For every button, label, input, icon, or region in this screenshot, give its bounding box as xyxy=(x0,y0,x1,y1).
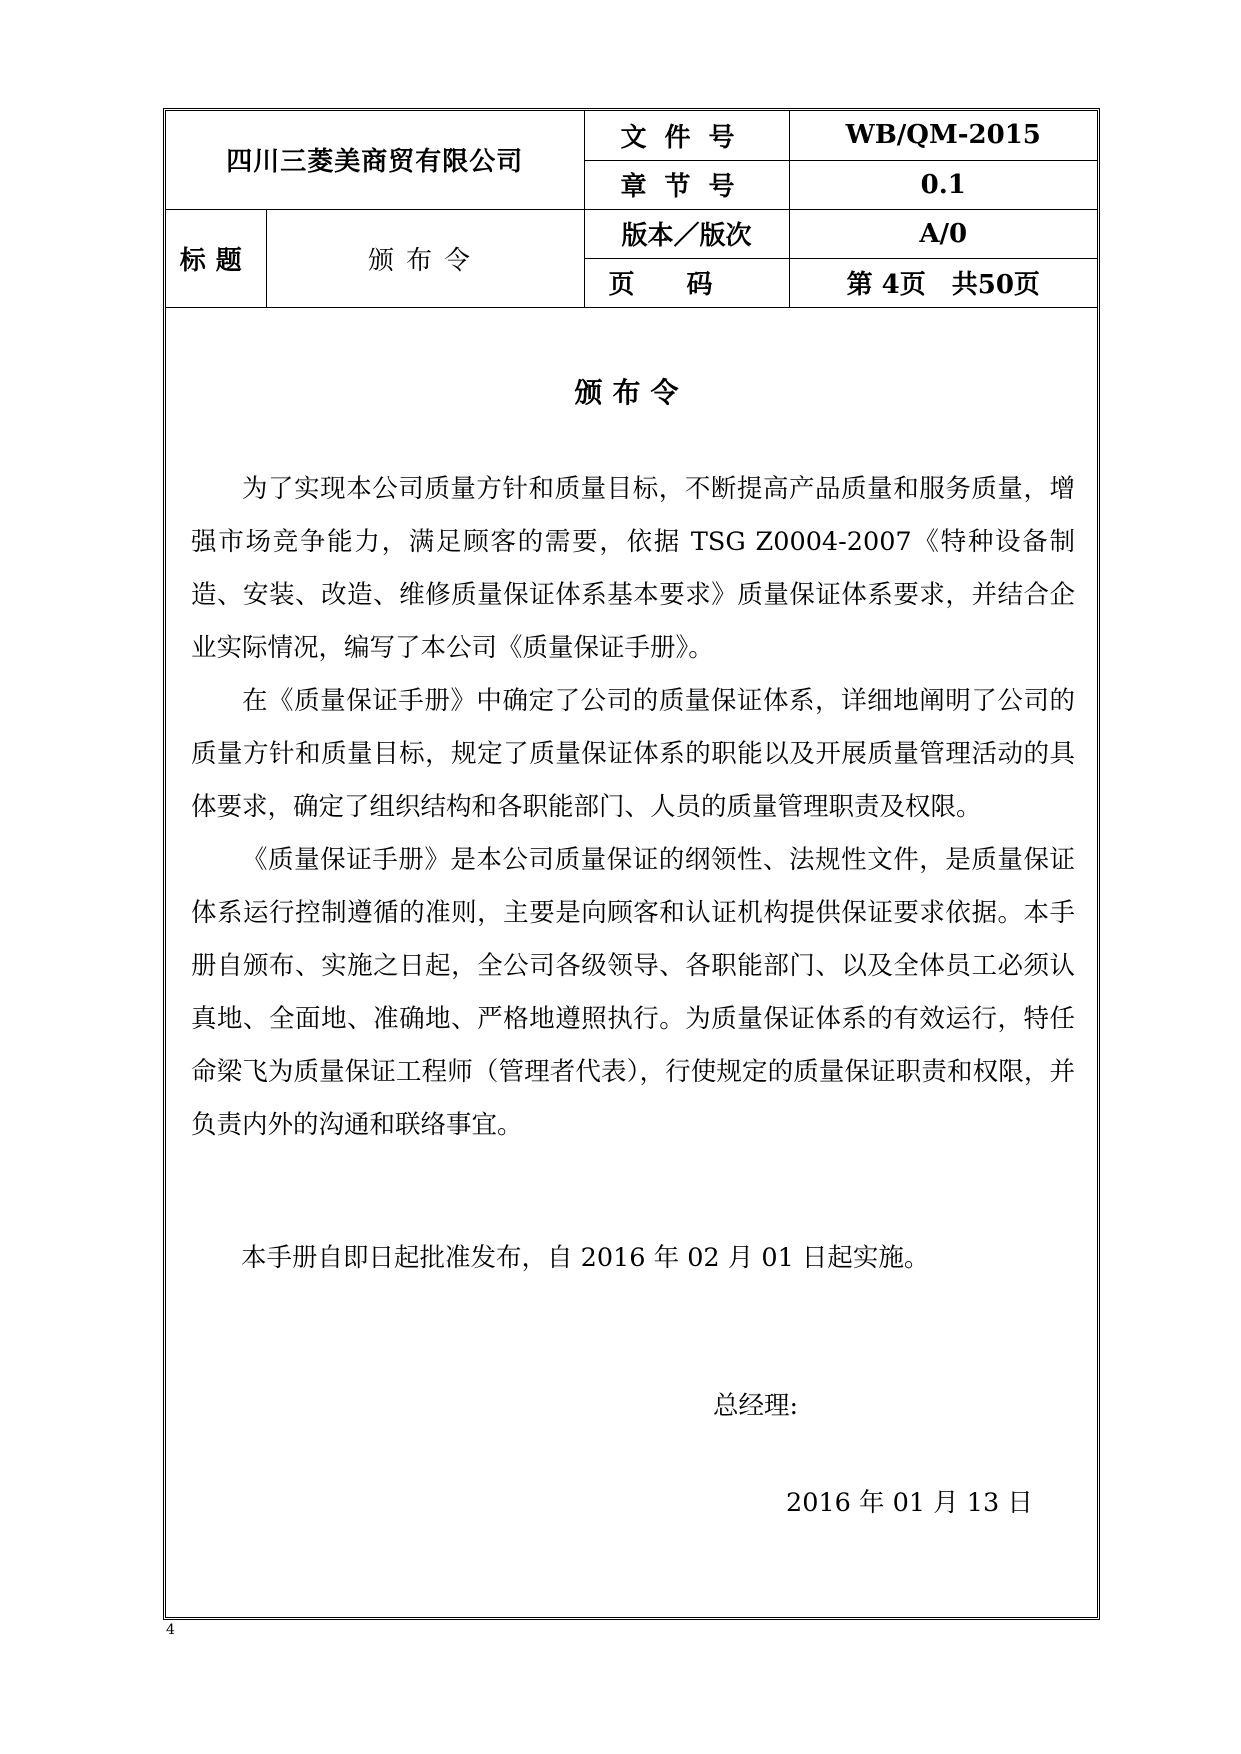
page-value: 第 4页 共50页 xyxy=(789,258,1097,307)
version-label: 版本／版次 xyxy=(584,209,789,258)
file-no-label: 文件号 xyxy=(584,111,789,160)
header-table xyxy=(166,111,1097,308)
document-frame xyxy=(163,108,1100,1620)
title-label: 标题 xyxy=(166,209,266,307)
title-value: 颁布令 xyxy=(266,209,584,307)
section-no-value: 0.1 xyxy=(789,160,1097,209)
section-no-label: 章节号 xyxy=(584,160,789,209)
decree-statement: 本手册自即日起批准发布，自 2016 年 02 月 01 日起实施。 xyxy=(241,1243,930,1273)
document-body xyxy=(191,463,1075,1152)
general-manager-signature-line: 总经理: xyxy=(713,1391,799,1421)
paragraph: 在《质量保证手册》中确定了公司的质量保证体系，详细地阐明了公司的质量方针和质量目标，规定了质量保证体系的职能以及开展质量管理活动的具体要求，确定了组织结构和各职能部门、人员的质量管理职责及权限。 xyxy=(191,686,1075,822)
signature-date: 2016 年 01 月 13 日 xyxy=(786,1488,1033,1518)
paragraph: 《质量保证手册》是本公司质量保证的纲领性、法规性文件，是质量保证体系运行控制遵循的准则，主要是向顾客和认证机构提供保证要求依据。本手册自颁布、实施之日起，全公司各级领导、各职能部门、以及全体员工必须认真地、全面地、准确地、严格地遵照执行。为质量保证体系的有效运行，特任命梁飞为质量保证工程师（管理者代表），行使规定的质量保证职责和权限，并负责内外的沟通和联络事宜。 xyxy=(191,845,1075,1140)
company-name: 四川三菱美商贸有限公司 xyxy=(166,111,584,209)
file-no-value: WB/QM-2015 xyxy=(789,111,1097,160)
paragraph: 为了实现本公司质量方针和质量目标，不断提高产品质量和服务质量，增强市场竞争能力，满足顾客的需要，依据 TSG Z0004-2007《特种设备制造、安装、改造、维修质量保证体系基本要求》质量保证体系要求，并结合企业实际情况，编写了本公司《质量保证手册》。 xyxy=(191,474,1075,663)
page-number: 4 xyxy=(166,1622,175,1638)
page-label: 页码 xyxy=(584,258,789,307)
version-value: A/0 xyxy=(789,209,1097,258)
document-heading: 颁布令 xyxy=(574,376,689,409)
